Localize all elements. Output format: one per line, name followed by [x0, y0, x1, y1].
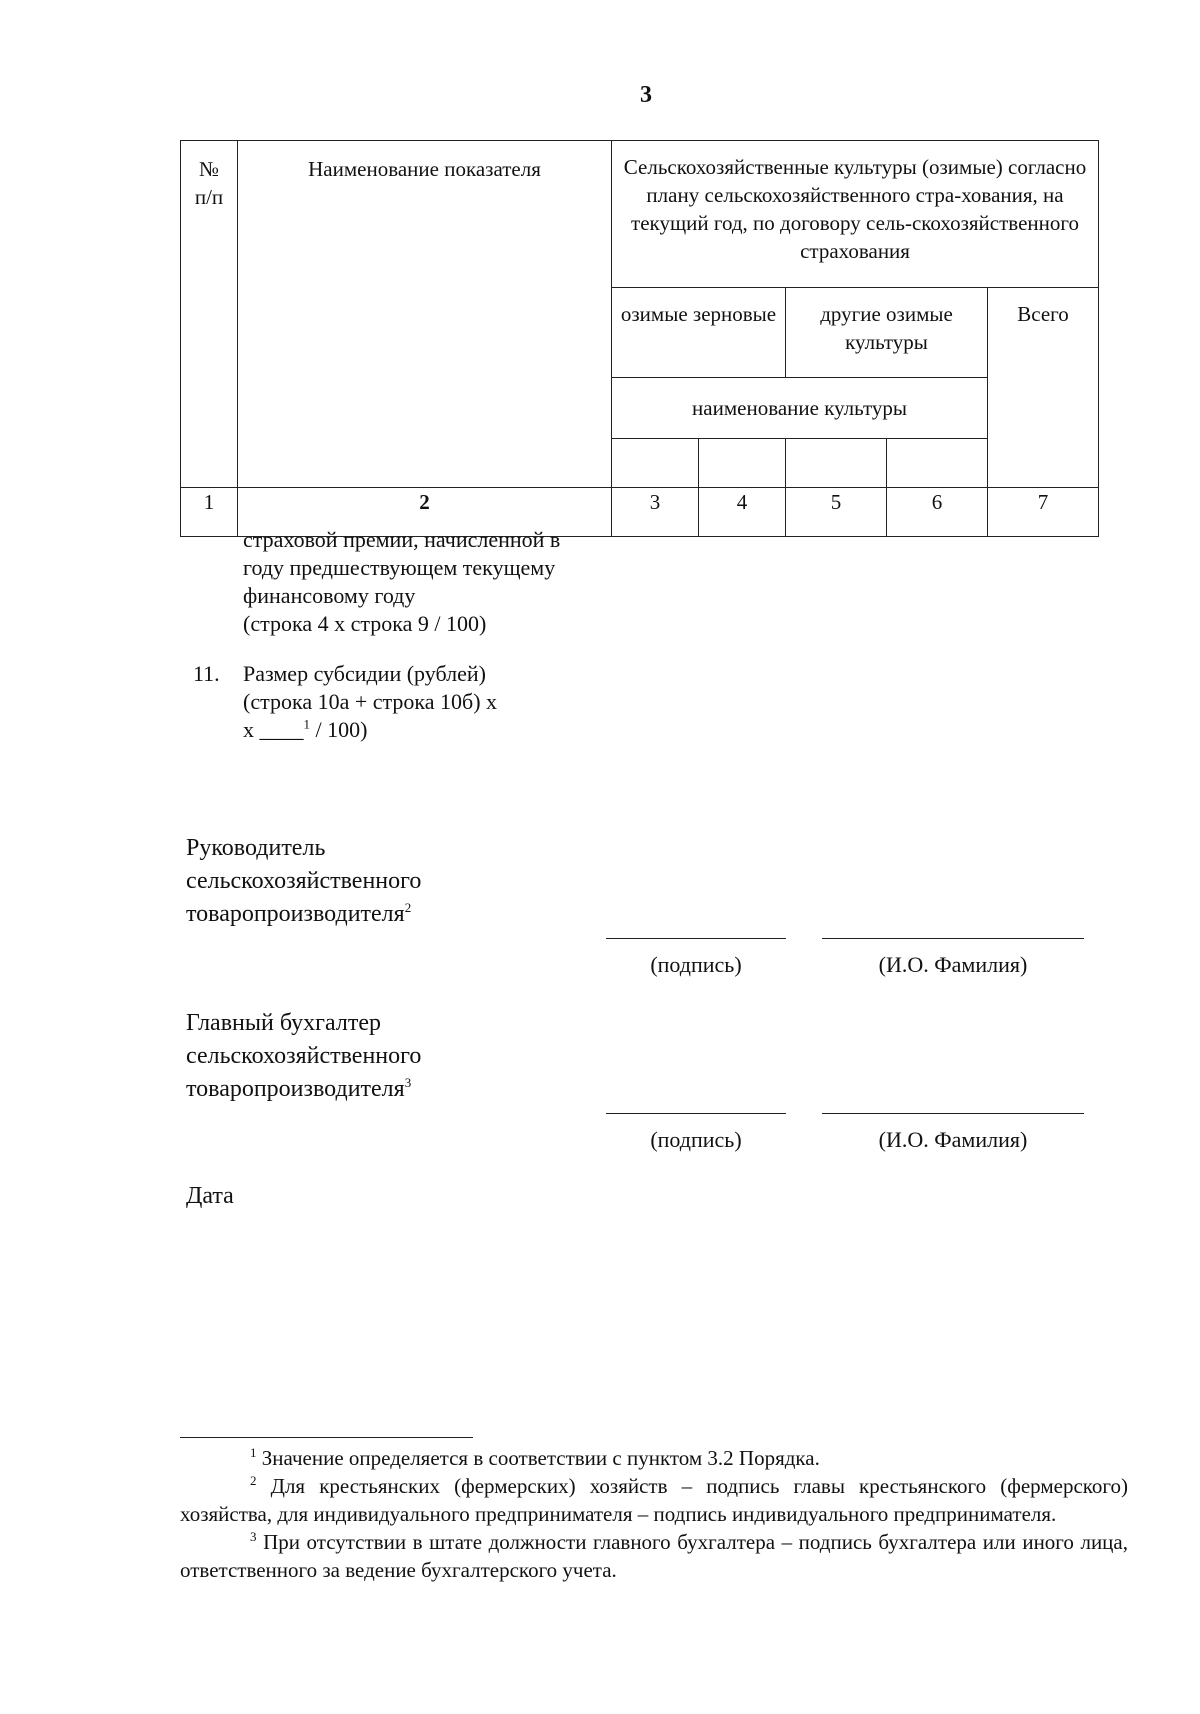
row-11-text: [243, 660, 497, 744]
footnote-ref: 2: [404, 900, 412, 915]
footnotes: [180, 1444, 1128, 1584]
date-label: Дата: [186, 1183, 234, 1209]
text-line: сельскохозяйственного: [186, 1043, 422, 1069]
text-line: (строка 10а + строка 10б) х: [243, 689, 498, 714]
text-line: [243, 716, 497, 744]
accountant-signature-line: [606, 1113, 786, 1114]
header-row-number: № п/п: [181, 141, 238, 488]
column-number: 3: [612, 488, 699, 537]
head-signatory-label: [186, 832, 421, 931]
text-line: [186, 898, 421, 931]
column-number: 6: [887, 488, 988, 537]
footnote-2: [180, 1472, 1128, 1528]
culture-cell: [612, 439, 699, 488]
accountant-signature-caption: (подпись): [650, 1127, 742, 1152]
column-number: 2: [238, 488, 612, 537]
culture-cell: [786, 439, 887, 488]
footnote-separator: [180, 1437, 473, 1438]
header-winter-grain: озимые зерновые: [612, 288, 786, 378]
footnote-ref: 1: [303, 716, 310, 732]
row-11-number: 11.: [193, 661, 220, 686]
text-line: [186, 1073, 421, 1106]
culture-cell: [887, 439, 988, 488]
header-indicator-name: Наименование показателя: [238, 141, 612, 488]
head-name-line: [822, 938, 1084, 939]
column-number: 1: [181, 488, 238, 537]
indicator-table: [180, 140, 1099, 537]
footnote-ref: 3: [404, 1075, 412, 1090]
footnote-text: Значение определяется в соответствии с пунктом 3.2 Порядка.: [256, 1446, 820, 1470]
text-fragment: х ____: [243, 717, 304, 742]
row-10-continuation: [243, 526, 560, 638]
footnote-mark: 2: [250, 1473, 257, 1488]
footnote-text: При отсутствии в штате должности главного бухгалтера – подпись бухгалтера или иного лица, ответственного за ведение бухгалтерского учета.: [180, 1530, 1128, 1582]
page-number: 3: [640, 82, 652, 108]
text-line: сельскохозяйственного: [186, 868, 422, 894]
accountant-signatory-label: [186, 1007, 421, 1106]
culture-cell: [699, 439, 786, 488]
accountant-name-line: [822, 1113, 1084, 1114]
footnote-3: [180, 1528, 1128, 1584]
text-fragment: товаропроизводителя: [186, 1076, 405, 1102]
header-total: Всего: [988, 288, 1099, 488]
text-fragment: товаропроизводителя: [186, 901, 405, 927]
footnote-mark: 3: [250, 1529, 257, 1544]
column-number: 5: [786, 488, 887, 537]
column-number: 4: [699, 488, 786, 537]
header-crops-group: Сельскохозяйственные культуры (озимые) согласно плану сельскохозяйственного стра-хования, на текущий год, по договору сель-скохозяйственного страхования: [612, 141, 1099, 288]
text-line: Размер субсидии (рублей): [243, 661, 486, 686]
header-culture-name: наименование культуры: [612, 378, 988, 439]
head-signature-caption: (подпись): [650, 952, 742, 977]
accountant-name-caption: (И.О. Фамилия): [878, 1127, 1028, 1152]
text-line: Руководитель: [186, 835, 326, 861]
text-line: Главный бухгалтер: [186, 1010, 381, 1036]
footnote-text: Для крестьянских (фермерских) хозяйств – подпись главы крестьянского (фермерского) хозяйства, для индивидуального предпринимателя – подпись индивидуального предпринимателя.: [180, 1474, 1128, 1526]
column-number: 7: [988, 488, 1099, 537]
footnote-1: [180, 1444, 1128, 1472]
text-line: (строка 4 х строка 9 / 100): [243, 611, 487, 636]
header-other-winter: другие озимые культуры: [786, 288, 988, 378]
head-name-caption: (И.О. Фамилия): [878, 952, 1028, 977]
text-line: году предшествующем текущему: [243, 555, 556, 580]
text-line: финансовому году: [243, 583, 416, 608]
footnote-mark: 1: [250, 1445, 257, 1460]
text-line: страховой премии, начисленной в: [243, 527, 561, 552]
text-fragment: / 100): [310, 717, 368, 742]
head-signature-line: [606, 938, 786, 939]
